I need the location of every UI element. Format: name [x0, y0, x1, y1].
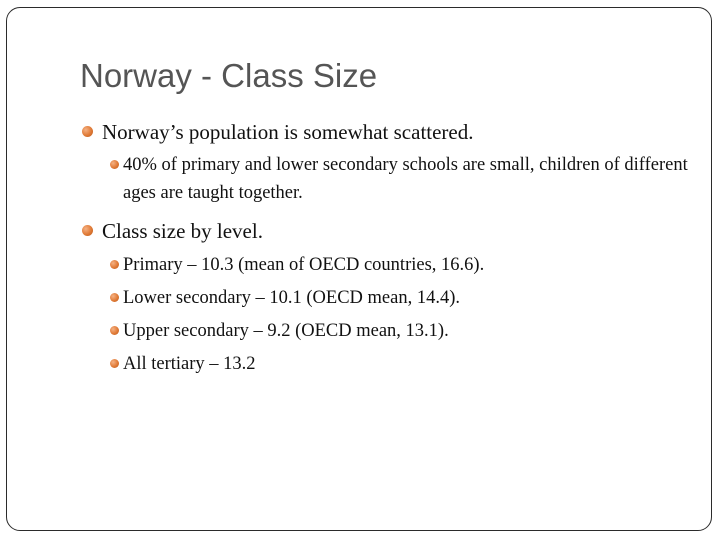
- sub-bullet-small-schools: [82, 151, 692, 207]
- orange-bullet-icon: [82, 126, 93, 137]
- orange-bullet-icon: [82, 225, 93, 236]
- sub-bullet-text: Lower secondary – 10.1 (OECD mean, 14.4).: [123, 288, 461, 308]
- orange-bullet-icon: [110, 260, 119, 269]
- sub-bullet-primary: [82, 251, 692, 279]
- sub-bullet-text: 40% of primary and lower secondary schools are small, children of different ages are taught together.: [123, 155, 688, 203]
- orange-bullet-icon: [110, 359, 119, 368]
- sub-bullet-lower-secondary: [82, 284, 692, 312]
- bullet-item-population: [82, 118, 692, 146]
- sub-bullet-text: Primary – 10.3 (mean of OECD countries, 16.6).: [123, 255, 485, 275]
- slide-content: [82, 118, 692, 378]
- bullet-text: Class size by level.: [102, 219, 263, 243]
- sub-bullet-text: Upper secondary – 9.2 (OECD mean, 13.1).: [123, 321, 449, 341]
- sub-bullet-upper-secondary: [82, 317, 692, 345]
- orange-bullet-icon: [110, 293, 119, 302]
- orange-bullet-icon: [110, 160, 119, 169]
- bullet-item-class-size: [82, 217, 692, 245]
- slide-title: Norway - Class Size: [80, 57, 378, 94]
- orange-bullet-icon: [110, 326, 119, 335]
- sub-bullet-text: All tertiary – 13.2: [123, 354, 256, 374]
- sub-bullet-tertiary: [82, 350, 692, 378]
- bullet-text: Norway’s population is somewhat scattered.: [102, 120, 474, 144]
